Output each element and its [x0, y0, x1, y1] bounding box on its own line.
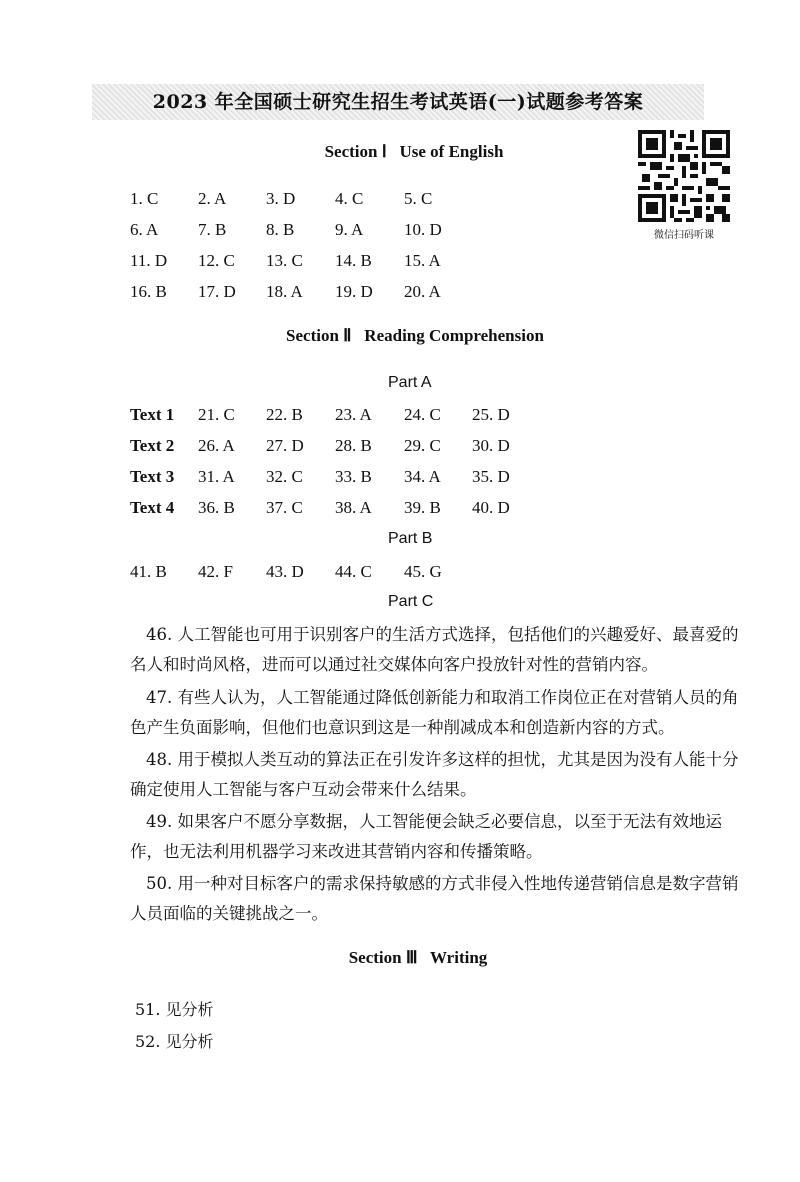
answer-item: 8. B: [266, 220, 295, 239]
answer-item: 19. D: [335, 282, 373, 301]
section1-heading: Section Ⅰ Use of English: [324, 142, 504, 161]
answer-item: 23. A: [335, 405, 372, 424]
answer-item: 32. C: [266, 467, 303, 486]
answer-item: 12. C: [198, 251, 235, 270]
qr-caption: 微信扫码听课: [654, 230, 714, 241]
answer-item: 37. C: [266, 498, 303, 517]
answer-item: 36. B: [198, 498, 235, 517]
writing-answer: 51. 见分析: [135, 1000, 214, 1019]
answer-item: 24. C: [404, 405, 441, 424]
answer-item: 28. B: [335, 436, 372, 455]
answer-item: 21. C: [198, 405, 235, 424]
translation-paragraph: 49. 如果客户不愿分享数据，人工智能便会缺乏必要信息，以至于无法有效地运作，也无法利用机器学习来改进其营销内容和传播策略。: [130, 812, 722, 861]
answer-item: 26. A: [198, 436, 235, 455]
answer-item: 2. A: [198, 189, 227, 208]
answer-item: 15. A: [404, 251, 441, 270]
translation-paragraph: 48. 用于模拟人类互动的算法正在引发许多这样的担忧，尤其是因为没有人能十分确定使用人工智能与客户互动会带来什么结果。: [130, 750, 739, 799]
answer-item: 33. B: [335, 467, 372, 486]
answer-item: 38. A: [335, 498, 372, 517]
writing-answer: 52. 见分析: [135, 1032, 214, 1051]
section3-heading: Section Ⅲ Writing: [348, 948, 488, 967]
part-b-label: Part B: [388, 530, 433, 547]
answer-item: 39. B: [404, 498, 441, 517]
answer-item: 20. A: [404, 282, 441, 301]
answer-item: 6. A: [130, 220, 159, 239]
answer-item: 17. D: [198, 282, 236, 301]
answer-item: 27. D: [266, 436, 304, 455]
answer-item: 16. B: [130, 282, 167, 301]
answer-item: 29. C: [404, 436, 441, 455]
answer-item: 7. B: [198, 220, 227, 239]
text-label: Text 4: [130, 498, 175, 517]
answer-item: 9. A: [335, 220, 364, 239]
answer-item: 40. D: [472, 498, 510, 517]
answer-item: 25. D: [472, 405, 510, 424]
answer-item: 44. C: [335, 562, 372, 581]
answer-item: 18. A: [266, 282, 303, 301]
answer-item: 41. B: [130, 562, 167, 581]
translation-paragraph: 46. 人工智能也可用于识别客户的生活方式选择，包括他们的兴趣爱好、最喜爱的名人和时尚风格，进而可以通过社交媒体向客户投放针对性的营销内容。: [130, 625, 739, 674]
answer-item: 3. D: [266, 189, 296, 208]
answer-item: 35. D: [472, 467, 510, 486]
answer-item: 31. A: [198, 467, 235, 486]
answer-item: 30. D: [472, 436, 510, 455]
page-title: 2023 年全国硕士研究生招生考试英语(一)试题参考答案: [152, 91, 644, 113]
answer-item: 5. C: [404, 189, 433, 208]
text-label: Text 2: [130, 436, 175, 455]
answer-item: 22. B: [266, 405, 303, 424]
answer-item: 1. C: [130, 189, 159, 208]
answer-item: 4. C: [335, 189, 364, 208]
answer-item: 10. D: [404, 220, 442, 239]
part-c-label: Part C: [388, 593, 434, 610]
answer-item: 14. B: [335, 251, 372, 270]
text-label: Text 1: [130, 405, 175, 424]
answer-item: 42. F: [198, 562, 233, 581]
answer-item: 45. G: [404, 562, 442, 581]
translation-paragraph: 50. 用一种对目标客户的需求保持敏感的方式非侵入性地传递营销信息是数字营销人员面临的关键挑战之一。: [130, 874, 739, 923]
answer-item: 34. A: [404, 467, 441, 486]
answer-item: 11. D: [130, 251, 168, 270]
part-a-label: Part A: [388, 374, 432, 391]
answer-item: 13. C: [266, 251, 303, 270]
qr-code-icon[interactable]: [638, 130, 730, 222]
answer-item: 43. D: [266, 562, 304, 581]
section2-heading: Section Ⅱ Reading Comprehension: [286, 326, 544, 345]
text-label: Text 3: [130, 467, 175, 486]
translation-paragraph: 47. 有些人认为，人工智能通过降低创新能力和取消工作岗位正在对营销人员的角色产生负面影响，但他们也意识到这是一种削减成本和创造新内容的方式。: [130, 688, 739, 737]
